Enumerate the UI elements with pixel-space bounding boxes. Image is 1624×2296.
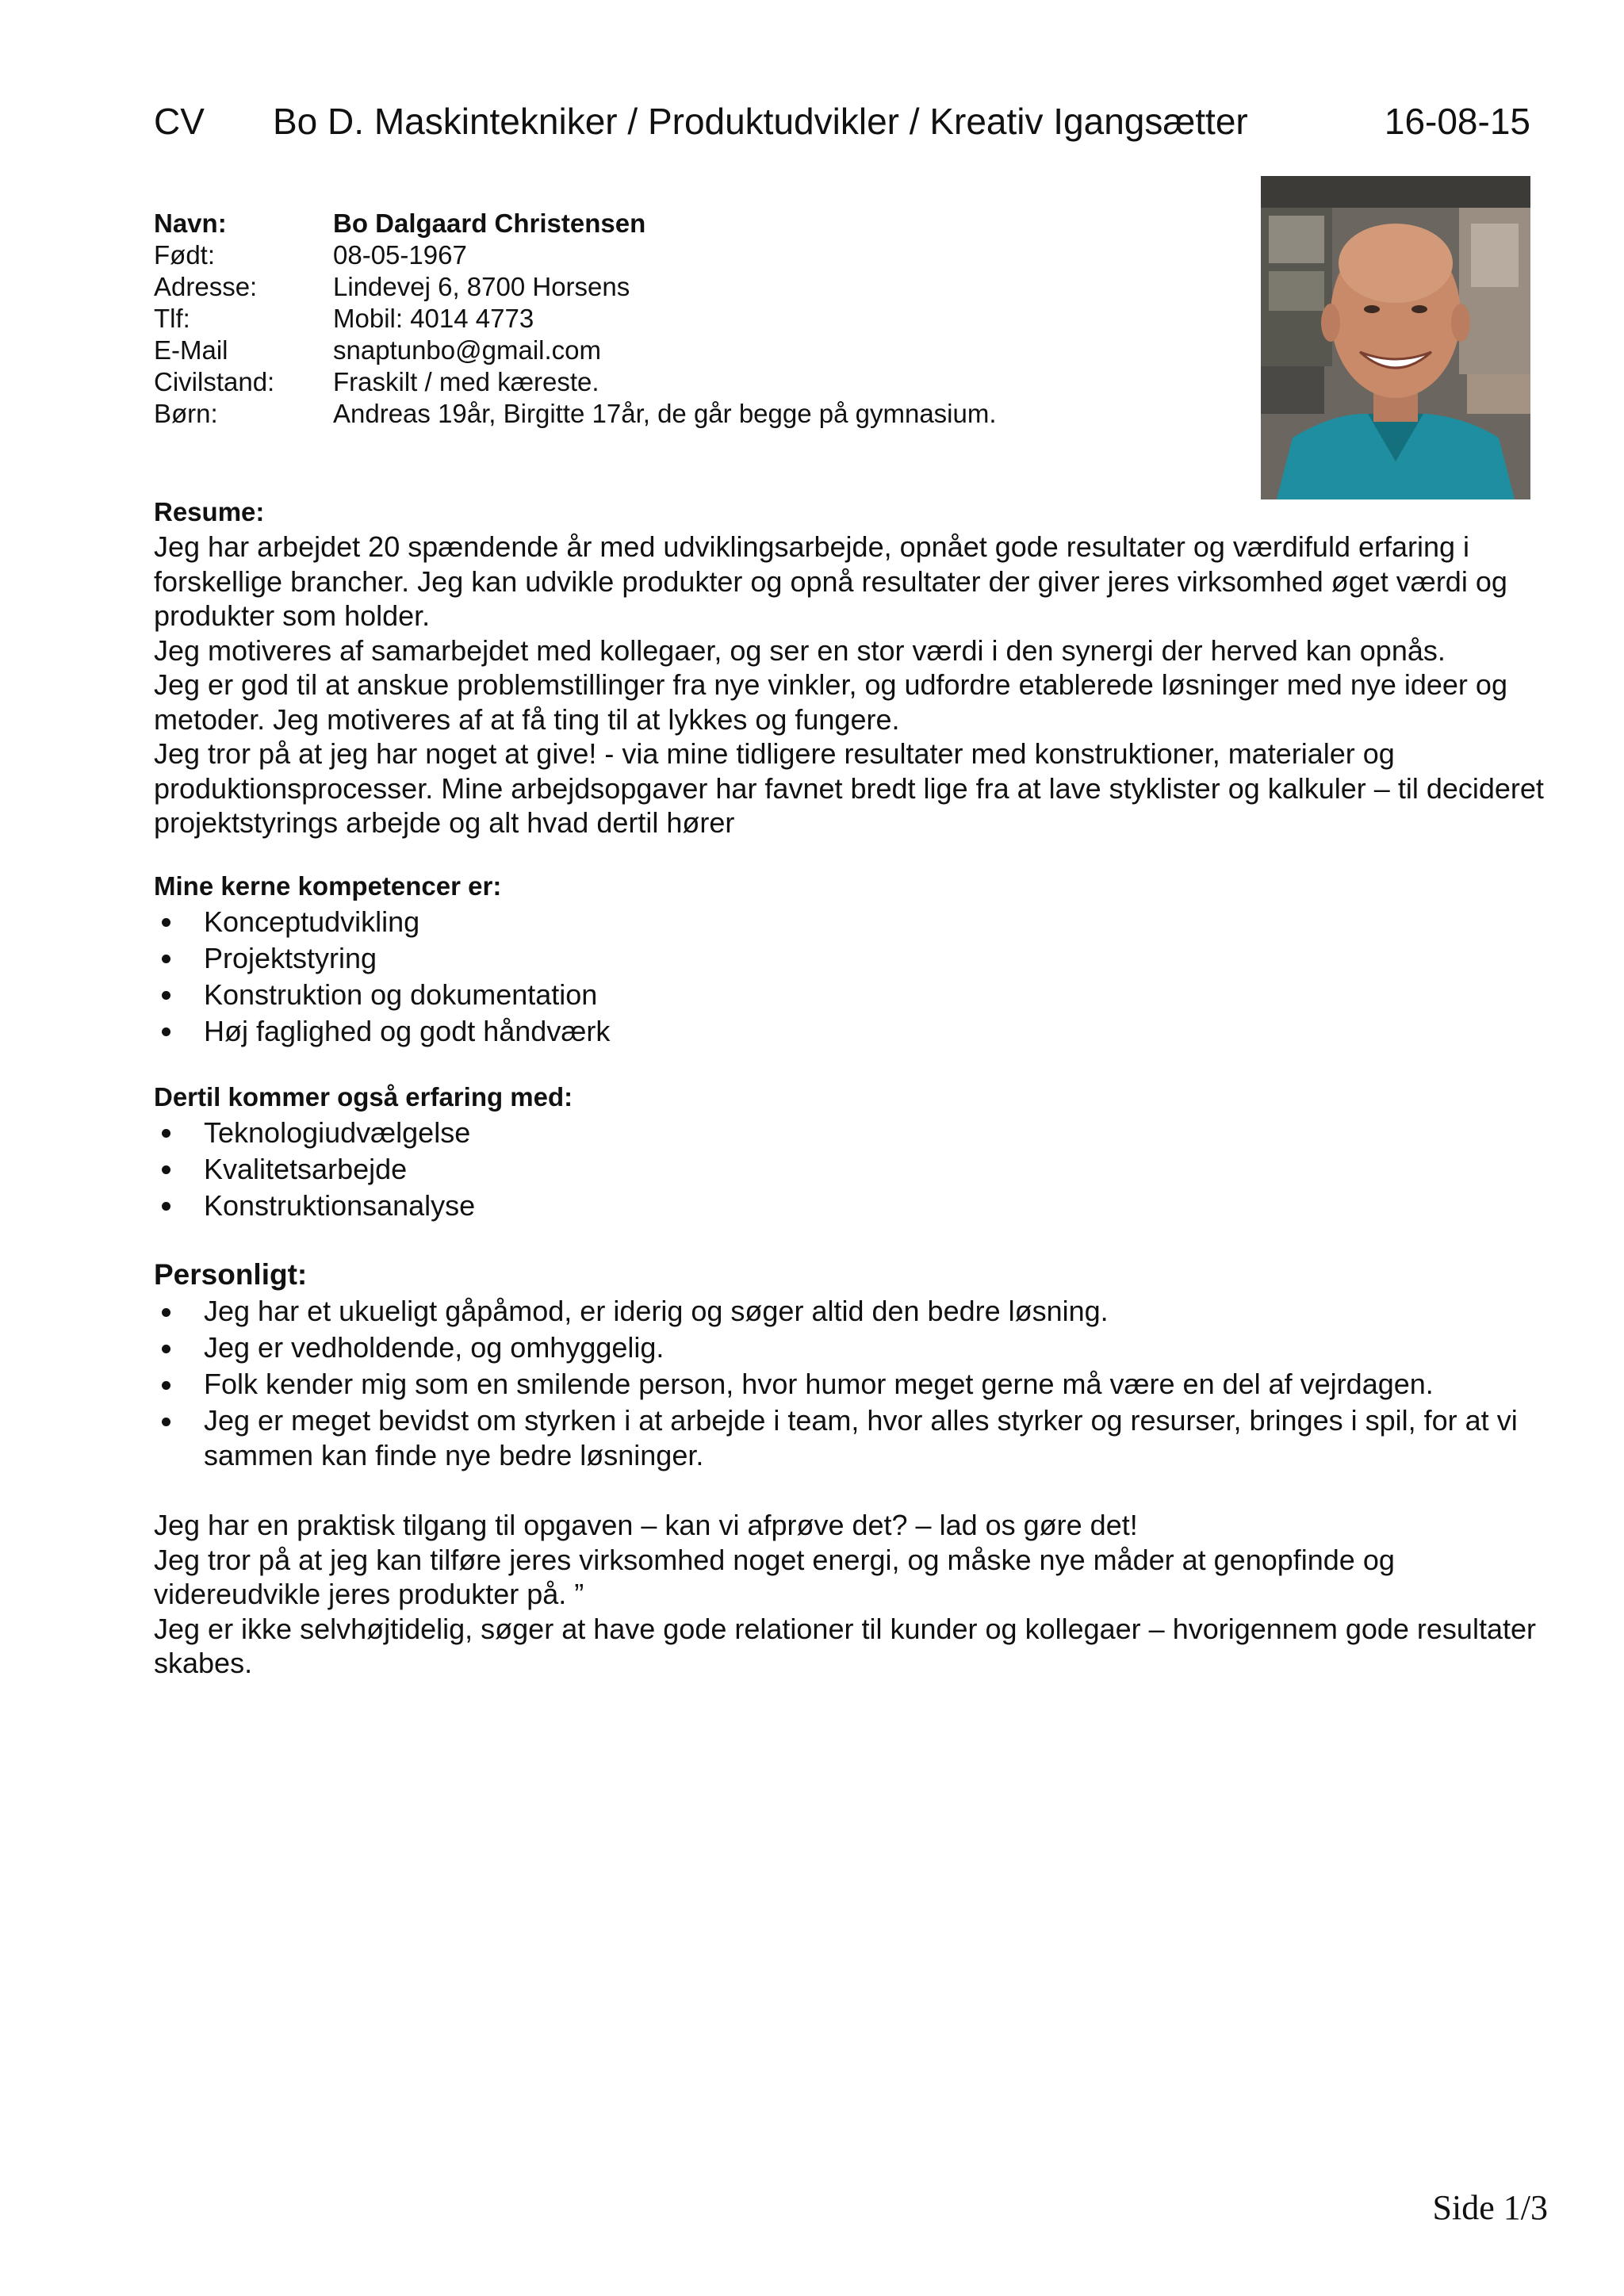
- list-item: [154, 1330, 1549, 1365]
- bullet-icon: [162, 1308, 170, 1317]
- list-item: [154, 1013, 1549, 1050]
- cv-title: Bo D. Maskintekniker / Produktudvikler / Kreativ Igangsætter: [273, 101, 1248, 142]
- list-item-text: Kvalitetsarbejde: [204, 1153, 408, 1185]
- info-label: E-Mail: [154, 335, 228, 365]
- bullet-icon: [162, 1129, 170, 1138]
- info-row-name: [154, 208, 1185, 239]
- bullet-icon: [162, 955, 170, 963]
- portrait-image: [1261, 176, 1530, 499]
- cv-date: 16-08-15: [1384, 101, 1530, 142]
- list-item: [154, 1151, 1549, 1188]
- personal-list: [154, 1294, 1549, 1475]
- bullet-icon: [162, 1418, 170, 1426]
- list-item-text: Teknologiudvælgelse: [204, 1116, 471, 1149]
- info-row-address: [154, 271, 1185, 303]
- list-item: [154, 1115, 1549, 1151]
- info-value: Lindevej 6, 8700 Horsens: [333, 272, 630, 301]
- experience-heading: Dertil kommer også erfaring med:: [154, 1082, 573, 1112]
- info-row-civil-status: [154, 366, 1185, 398]
- info-value: Fraskilt / med kæreste.: [333, 367, 599, 396]
- document-header: [154, 94, 1530, 149]
- info-row-birth: [154, 239, 1185, 271]
- page-number: Side 1/3: [1432, 2188, 1548, 2227]
- personal-heading: Personligt:: [154, 1258, 308, 1291]
- bullet-icon: [162, 1165, 170, 1174]
- list-item-text: Jeg er meget bevidst om styrken i at arbejde i team, hvor alles styrker og resurser, bringes i spil, for at vi sammen kan finde nye bedre løsninger.: [204, 1404, 1518, 1471]
- list-item-text: Konstruktion og dokumentation: [204, 978, 598, 1011]
- personal-info: [154, 208, 1185, 430]
- resume-paragraph: Jeg tror på at jeg har noget at give! - via mine tidligere resultater med konstruktioner, materialer og produktionsprocesser. Mine arbejdsopgaver har favnet bredt lige fra at lave styklister og kalkuler – til decideret projektstyrings arbejde og alt hvad dertil hører: [154, 737, 1544, 839]
- resume-paragraph: Jeg har arbejdet 20 spændende år med udviklingsarbejde, opnået gode resultater og værdifuld erfaring i forskellige brancher. Jeg kan udvikle produkter og opnå resultater der giver jeres virksomhed øget værdi og produkter som holder.: [154, 530, 1507, 632]
- info-value: Andreas 19år, Birgitte 17år, de går begge på gymnasium.: [333, 399, 997, 428]
- info-label: Tlf:: [154, 304, 190, 333]
- closing-paragraph: Jeg er ikke selvhøjtidelig, søger at have gode relationer til kunder og kollegaer – hvorigennem gode resultater skabes.: [154, 1612, 1536, 1679]
- bullet-icon: [162, 1027, 170, 1036]
- closing-paragraph: Jeg tror på at jeg kan tilføre jeres virksomhed noget energi, og måske nye måder at genopfinde og videreudvikle jeres produkter på. ”: [154, 1543, 1395, 1610]
- list-item-text: Jeg er vedholdende, og omhyggelig.: [204, 1331, 665, 1364]
- list-item: [154, 1188, 1549, 1224]
- list-item: [154, 1367, 1549, 1402]
- info-label: Adresse:: [154, 272, 258, 301]
- info-value: Bo Dalgaard Christensen: [333, 209, 646, 238]
- info-value: 08-05-1967: [333, 240, 467, 270]
- list-item: [154, 940, 1549, 977]
- core-heading: Mine kerne kompetencer er:: [154, 871, 502, 901]
- info-value: Mobil: 4014 4773: [333, 304, 534, 333]
- resume-paragraph: Jeg er god til at anskue problemstillinger fra nye vinkler, og udfordre etablerede løsninger med nye ideer og metoder. Jeg motiveres af at få ting til at lykkes og fungere.: [154, 668, 1507, 736]
- list-item-text: Projektstyring: [204, 942, 377, 974]
- info-label: Navn:: [154, 209, 227, 238]
- list-item: [154, 1294, 1549, 1329]
- info-value: snaptunbo@gmail.com: [333, 335, 602, 365]
- core-list: [154, 904, 1549, 1050]
- bullet-icon: [162, 1345, 170, 1353]
- list-item: [154, 977, 1549, 1013]
- bullet-icon: [162, 1202, 170, 1211]
- list-item-text: Høj faglighed og godt håndværk: [204, 1015, 611, 1047]
- list-item-text: Jeg har et ukueligt gåpåmod, er iderig og søger altid den bedre løsning.: [204, 1295, 1109, 1327]
- list-item-text: Konceptudvikling: [204, 905, 420, 938]
- closing-paragraph: Jeg har en praktisk tilgang til opgaven – kan vi afprøve det? – lad os gøre det!: [154, 1509, 1138, 1541]
- list-item-text: Folk kender mig som en smilende person, hvor humor meget gerne må være en del af vejrdagen.: [204, 1368, 1434, 1400]
- info-label: Børn:: [154, 399, 218, 428]
- info-row-phone: [154, 303, 1185, 335]
- info-row-children: [154, 398, 1185, 430]
- experience-list: [154, 1115, 1549, 1224]
- list-item-text: Konstruktionsanalyse: [204, 1189, 476, 1222]
- list-item: [154, 1403, 1549, 1473]
- bullet-icon: [162, 991, 170, 1000]
- info-label: Født:: [154, 240, 216, 270]
- info-row-email: [154, 335, 1185, 366]
- list-item: [154, 904, 1549, 940]
- bullet-icon: [162, 1381, 170, 1390]
- profile-photo: [1261, 176, 1530, 499]
- info-label: Civilstand:: [154, 367, 275, 396]
- resume-paragraph: Jeg motiveres af samarbejdet med kollegaer, og ser en stor værdi i den synergi der herved kan opnås.: [154, 633, 1446, 667]
- resume-heading: Resume:: [154, 497, 265, 526]
- cv-label: CV: [154, 101, 205, 142]
- resume-text: [154, 530, 1549, 840]
- bullet-icon: [162, 918, 170, 927]
- closing-text: [154, 1508, 1549, 1681]
